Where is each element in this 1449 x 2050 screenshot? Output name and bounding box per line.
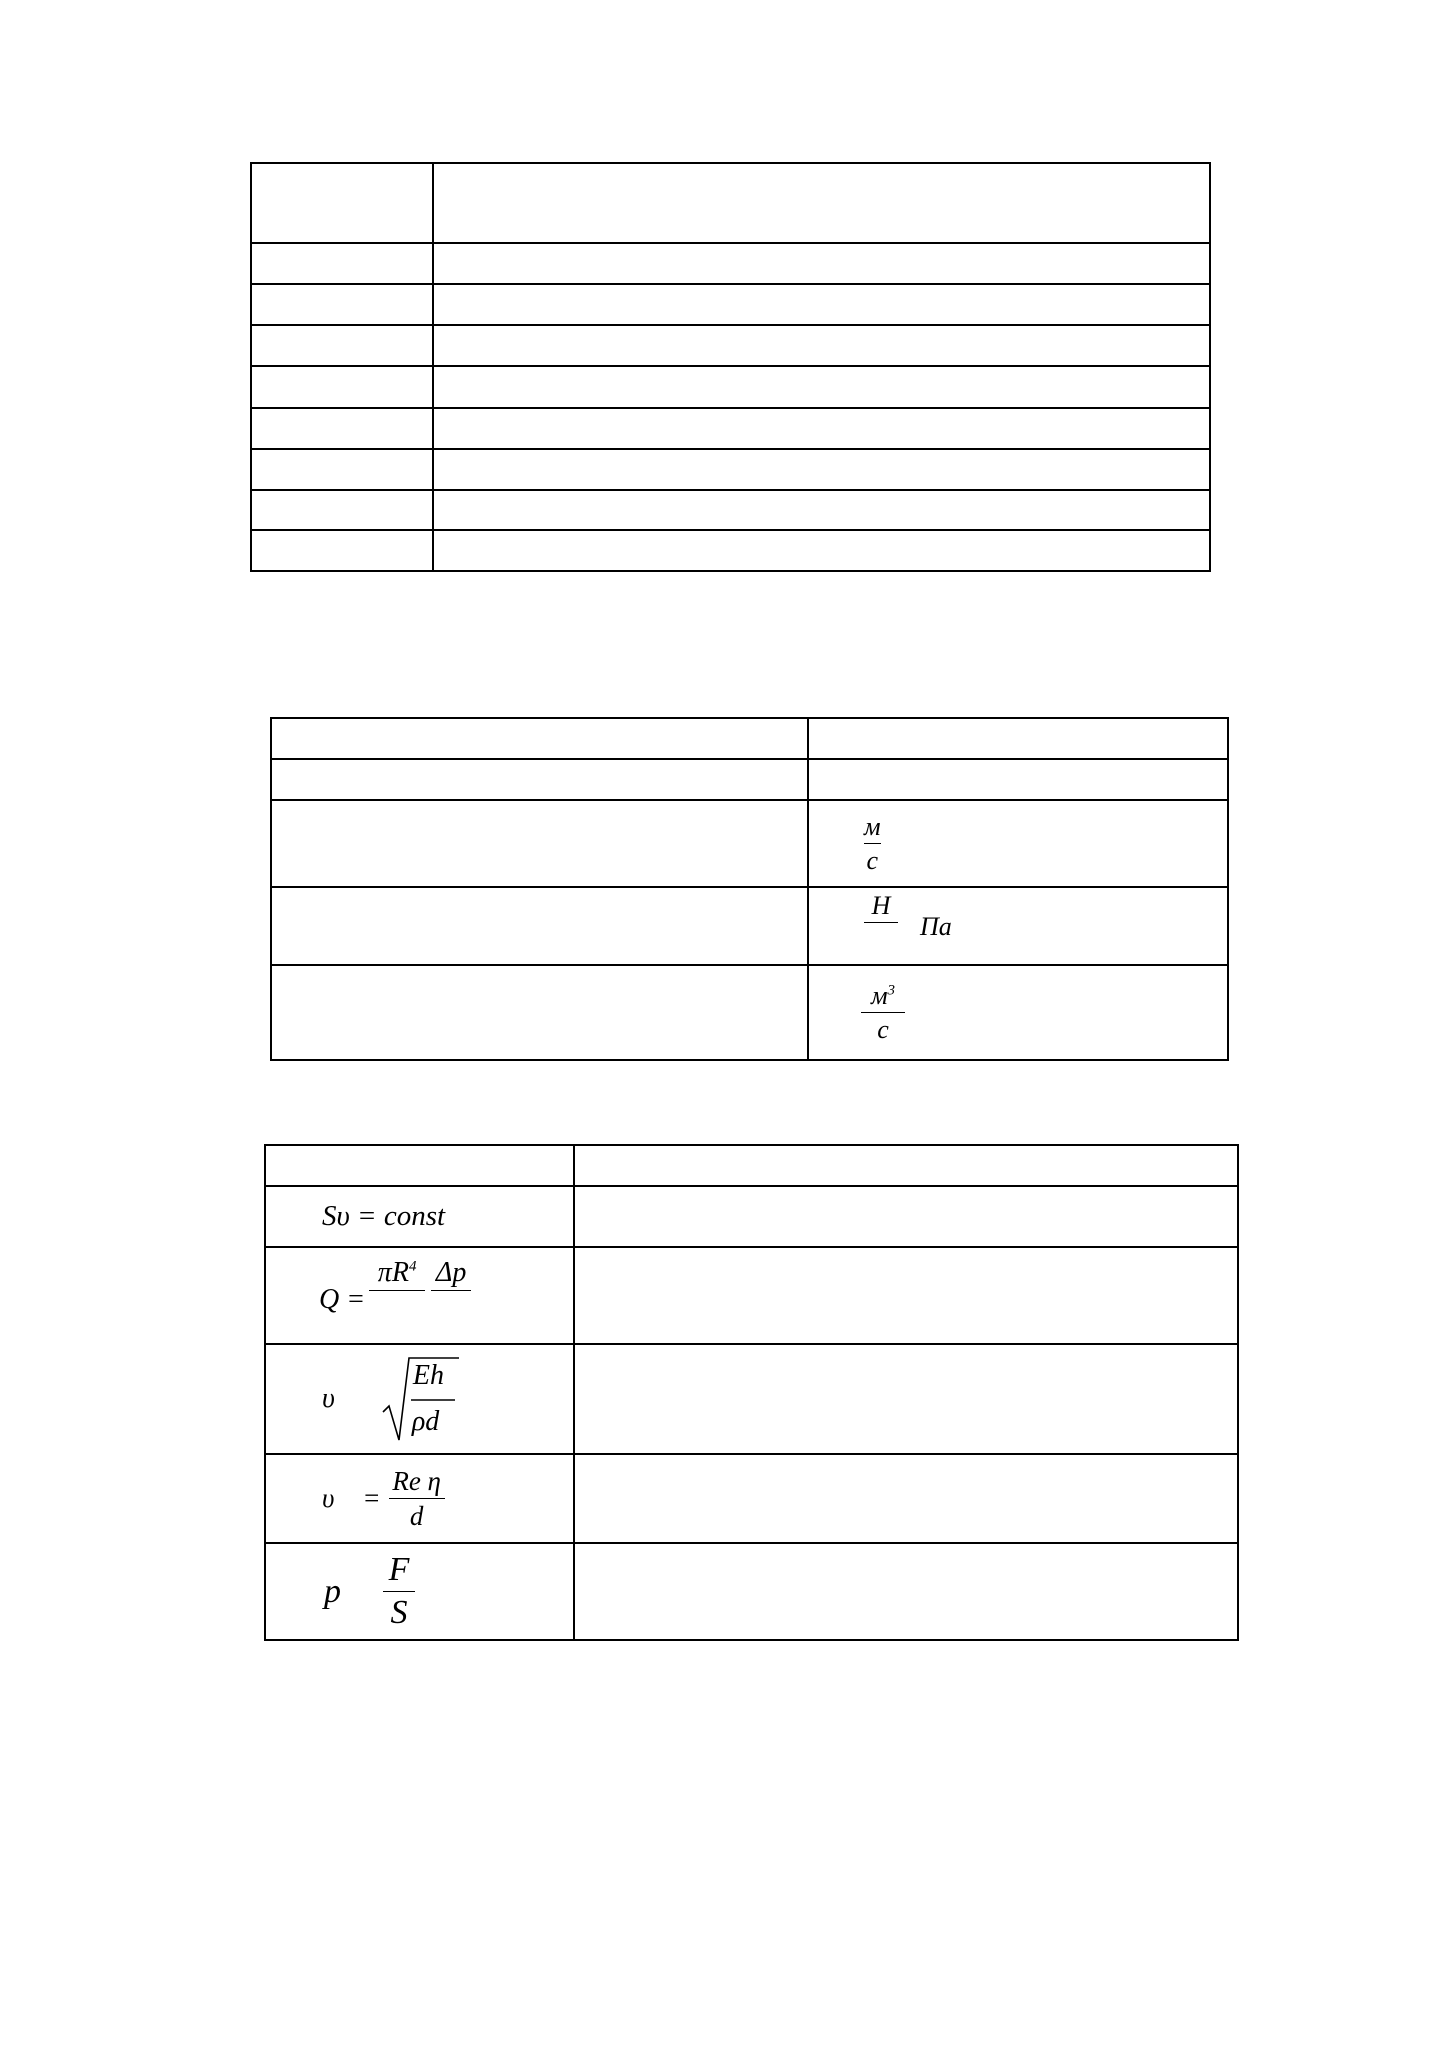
table-cell	[433, 163, 1210, 243]
table-cell	[251, 325, 433, 366]
table-row	[251, 408, 1210, 449]
table-row	[271, 759, 1228, 800]
table-cell	[433, 490, 1210, 530]
table-cell	[265, 1145, 574, 1186]
table-row	[251, 243, 1210, 284]
table-cell	[433, 284, 1210, 325]
table-row	[265, 1543, 1238, 1640]
formula-cell-continuity	[265, 1186, 574, 1247]
table-1	[250, 162, 1211, 572]
table-cell	[433, 408, 1210, 449]
sqrt-sign	[381, 1354, 461, 1444]
formula-cell-poiseuille	[265, 1247, 574, 1344]
table-row	[265, 1454, 1238, 1543]
formula-lhs: Q =	[319, 1284, 366, 1315]
formula-moens	[322, 1354, 573, 1444]
formula-pressure	[324, 1552, 573, 1630]
table-cell	[251, 243, 433, 284]
table-row	[271, 718, 1228, 759]
formula-poiseuille	[319, 1258, 573, 1316]
table-cell	[271, 887, 808, 965]
table-cell	[808, 718, 1228, 759]
fraction-bar	[864, 843, 881, 844]
unit-numerator: Н	[871, 891, 891, 920]
formula-cell-reynolds	[265, 1454, 574, 1543]
table-cell	[271, 759, 808, 800]
formula-lhs: p	[324, 1572, 341, 1610]
table-cell	[271, 718, 808, 759]
table-cell	[271, 800, 808, 887]
table-row	[265, 1186, 1238, 1247]
unit-velocity	[864, 813, 881, 875]
fraction-bar	[383, 1591, 415, 1592]
fraction-numerator: F	[388, 1551, 410, 1589]
table-cell	[271, 965, 808, 1060]
table-cell	[251, 284, 433, 325]
fraction-denominator: ρd	[411, 1406, 440, 1437]
formula-reynolds	[322, 1467, 573, 1531]
table-cell	[574, 1344, 1238, 1454]
unit-denominator: с	[877, 1015, 889, 1044]
fraction-numerator: πR	[377, 1257, 409, 1288]
unit-denominator: с	[866, 846, 879, 875]
unit-cell-pressure	[808, 887, 1228, 965]
unit-pressure	[864, 892, 898, 926]
table-cell	[574, 1543, 1238, 1640]
table-row	[251, 449, 1210, 490]
formula-continuity: Sυ = const	[322, 1200, 446, 1232]
table-cell	[574, 1145, 1238, 1186]
table-cell	[574, 1454, 1238, 1543]
table-row	[251, 366, 1210, 408]
table-cell	[251, 490, 433, 530]
table-row	[251, 530, 1210, 571]
formula-equals: =	[362, 1483, 381, 1513]
table-row	[265, 1247, 1238, 1344]
fraction-denominator: S	[390, 1594, 408, 1631]
formula-cell-pressure	[265, 1543, 574, 1640]
table-cell	[251, 408, 433, 449]
fraction-denominator: d	[409, 1501, 424, 1531]
fraction-numerator: Δp	[435, 1257, 467, 1288]
table-cell	[251, 163, 433, 243]
table-cell	[574, 1247, 1238, 1344]
fraction-delta-p	[431, 1258, 471, 1294]
unit-numerator: м	[870, 980, 888, 1010]
formula-lhs: υ	[322, 1483, 335, 1513]
table-row	[271, 887, 1228, 965]
table-cell	[574, 1186, 1238, 1247]
table-row	[251, 325, 1210, 366]
table-cell	[808, 759, 1228, 800]
table-cell	[251, 449, 433, 490]
table-cell	[433, 243, 1210, 284]
table-3	[264, 1144, 1239, 1641]
table-cell	[433, 449, 1210, 490]
table-row	[271, 800, 1228, 887]
table-row	[251, 490, 1210, 530]
table-row	[251, 163, 1210, 243]
table-row	[271, 965, 1228, 1060]
unit-flow	[861, 982, 905, 1044]
fraction-pi-r4	[369, 1258, 425, 1294]
unit-numerator: м	[864, 811, 881, 841]
table-2	[270, 717, 1229, 1061]
fraction-bar	[431, 1290, 471, 1291]
fraction-bar	[389, 1498, 445, 1499]
table-row	[265, 1145, 1238, 1186]
table-cell	[433, 530, 1210, 571]
unit-pascal: Па	[920, 912, 952, 941]
fraction-numerator: Eh	[412, 1360, 444, 1391]
table-row	[265, 1344, 1238, 1454]
fraction-numerator: Re η	[392, 1465, 441, 1496]
exponent: 4	[408, 1258, 417, 1275]
fraction-bar	[861, 1012, 905, 1013]
fraction-bar	[369, 1290, 425, 1291]
unit-cell-velocity	[808, 800, 1228, 887]
fraction-force-area	[383, 1552, 415, 1630]
fraction-bar	[864, 922, 898, 923]
unit-cell-flow	[808, 965, 1228, 1060]
fraction-reynolds	[389, 1467, 445, 1531]
formula-cell-moens	[265, 1344, 574, 1454]
table-cell	[433, 325, 1210, 366]
formula-lhs: υ	[322, 1383, 335, 1414]
unit-exponent: 3	[887, 982, 896, 999]
table-cell	[433, 366, 1210, 408]
table-cell	[251, 530, 433, 571]
table-cell	[251, 366, 433, 408]
table-row	[251, 284, 1210, 325]
